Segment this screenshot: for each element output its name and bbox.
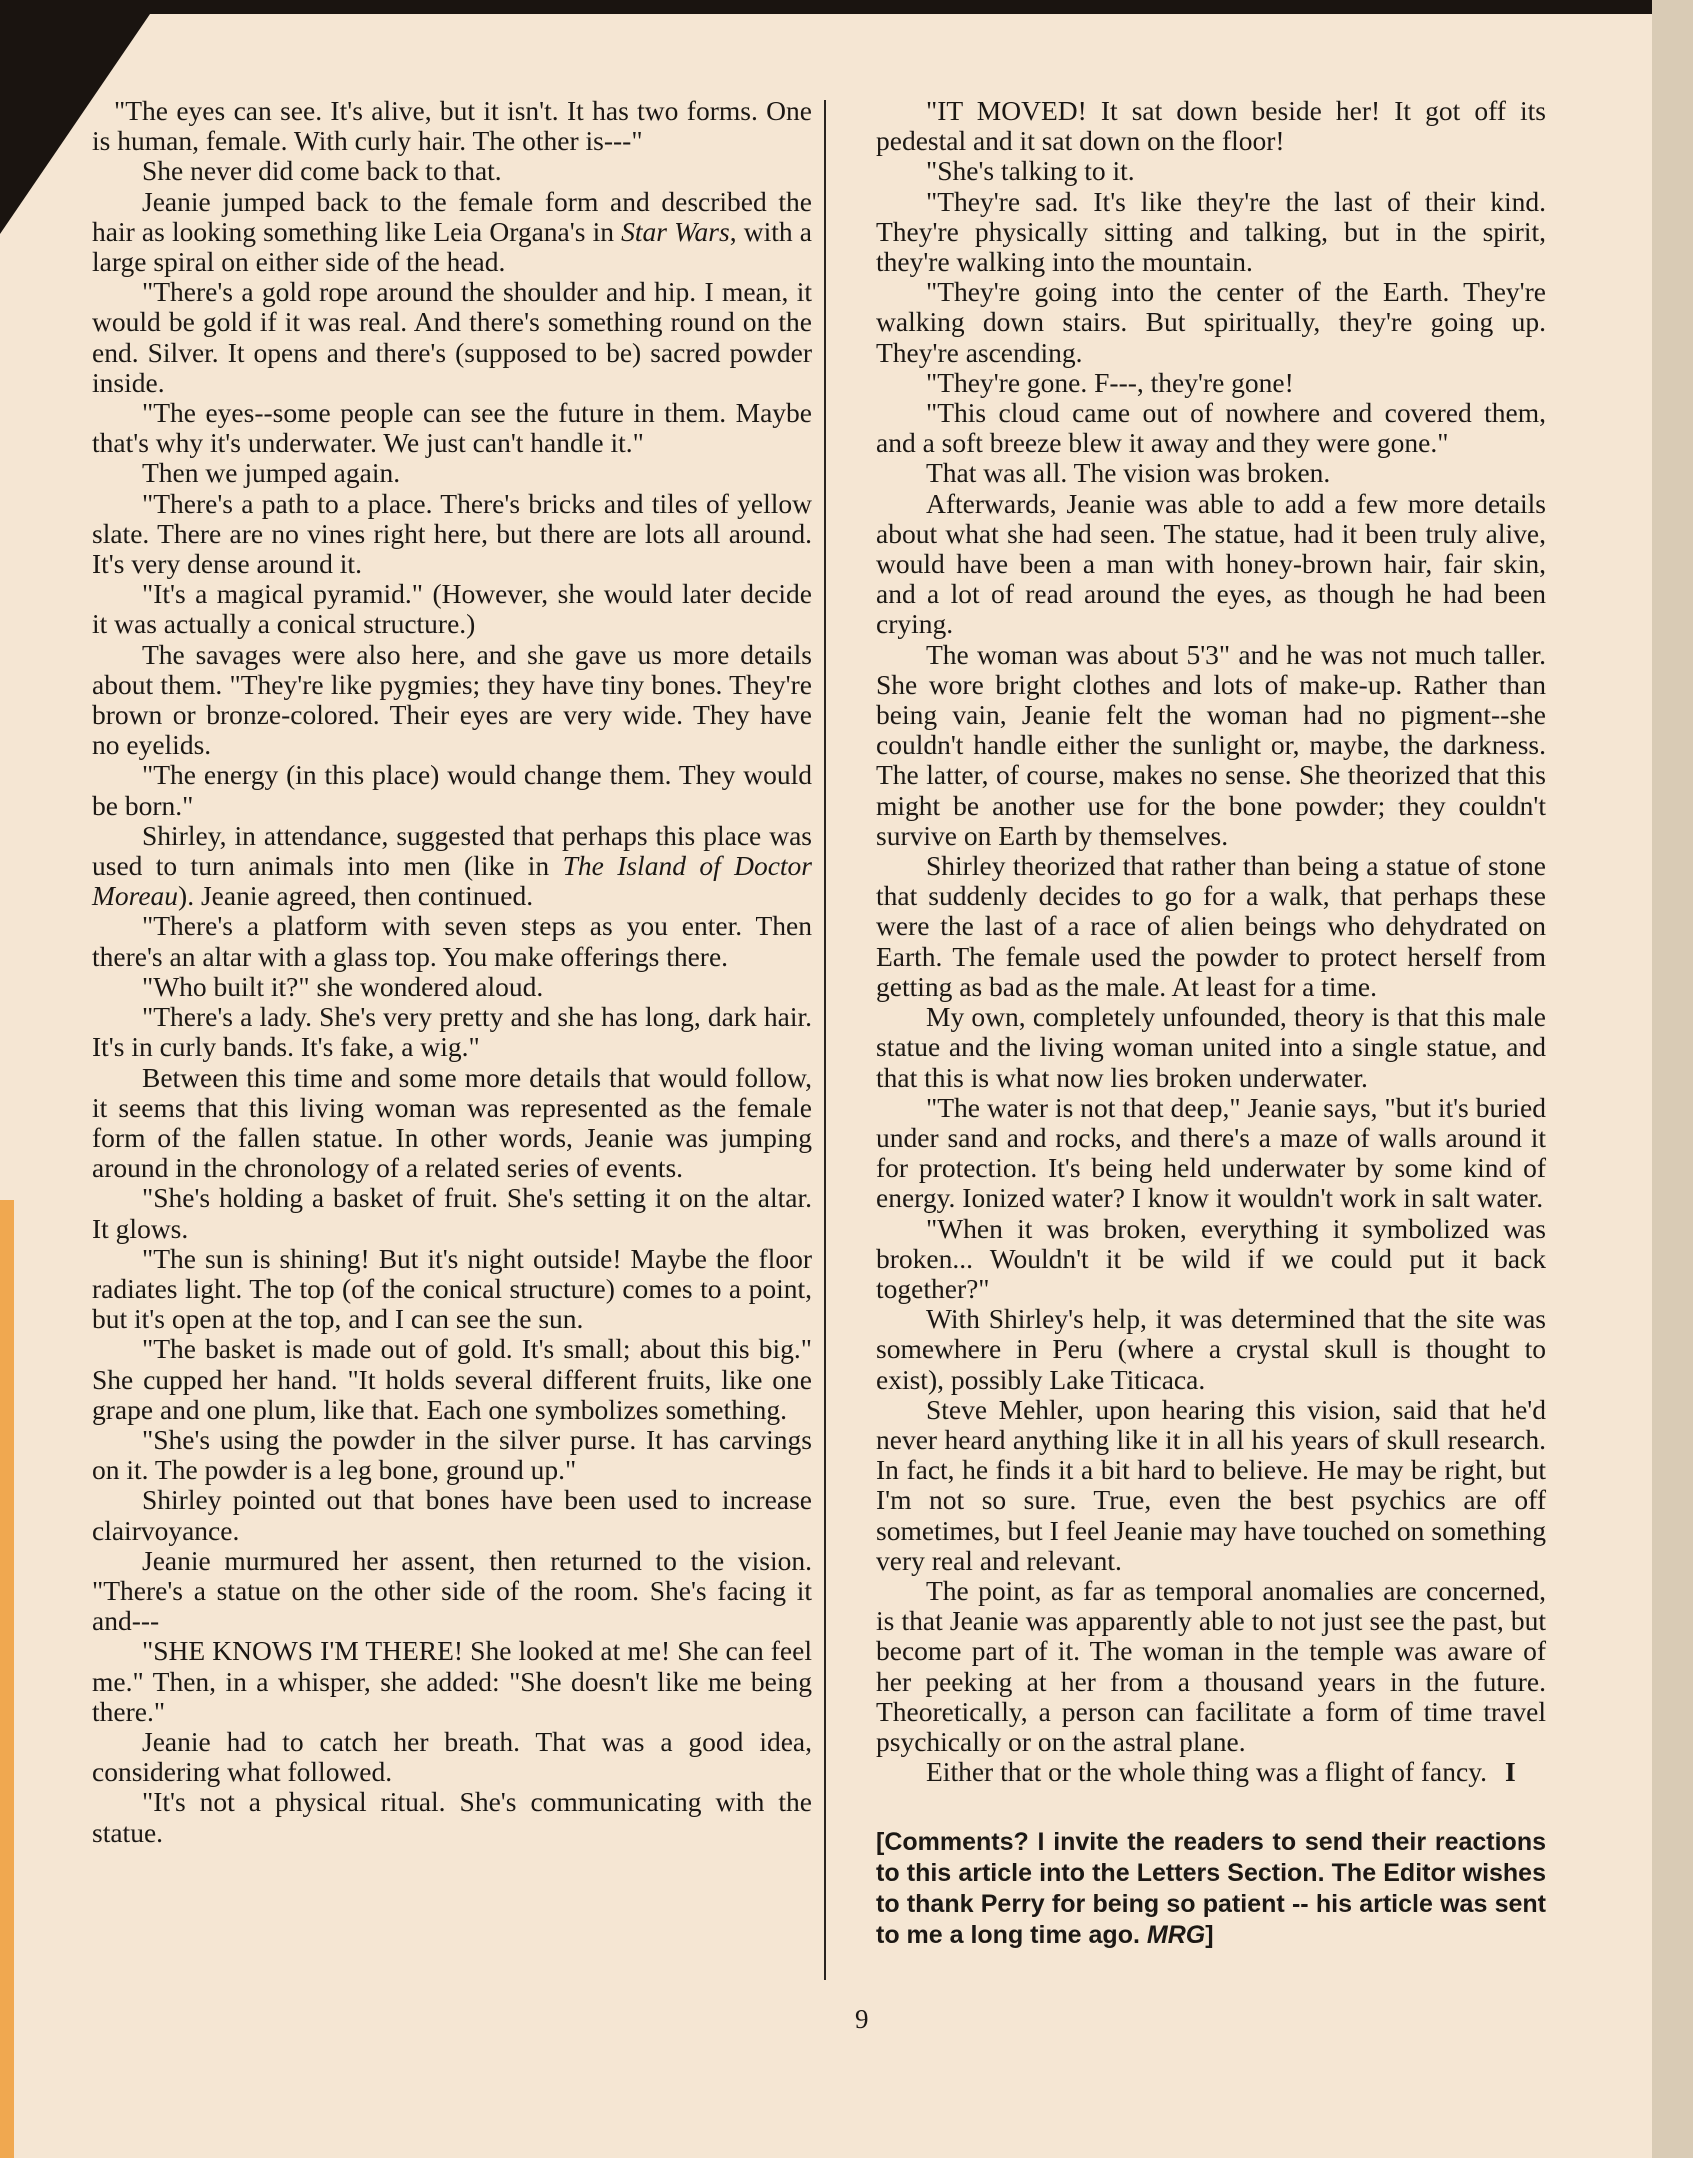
paragraph [876,96,1546,156]
text-run: "SHE KNOWS I'M THERE! She looked at me! She can feel me." Then, in a whisper, she added: "She doesn't like me being there." [92,1635,812,1727]
text-run: "The eyes can see. It's alive, but it isn't. It has two forms. One is human, female. With curly hair. The other is---" [92,95,812,157]
paragraph [92,1546,812,1637]
column-divider [824,100,826,1980]
text-run: "IT MOVED! It sat down beside her! It got off its pedestal and it sat down on the floor! [876,95,1546,157]
text-run: "The energy (in this place) would change them. They would be born." [92,759,812,821]
text-run: Either that or the whole thing was a flight of fancy. [926,1756,1488,1788]
text-run: Shirley pointed out that bones have been used to increase clairvoyance. [92,1484,812,1546]
paragraph [876,1304,1546,1395]
text-run: "The sun is shining! But it's night outside! Maybe the floor radiates light. The top (of the conical structure) comes to a point, but it's open at the top, and I can see the sun. [92,1242,812,1335]
paragraph [92,1183,812,1243]
text-run: "There's a platform with seven steps as you enter. Then there's an altar with a glass top. You make offerings there. [92,910,812,972]
page-number: 9 [855,2004,869,2034]
paragraph [92,821,812,912]
text-run: "There's a lady. She's very pretty and she has long, dark hair. It's in curly bands. It's fake, a wig." [92,1001,812,1063]
text-run: "There's a path to a place. There's bricks and tiles of yellow slate. There are no vines right here, but there are lots all around. It's very dense around it. [92,487,812,580]
italic-text: Star Wars [621,215,730,247]
italic-text: The Island of Doctor Moreau [92,850,812,912]
text-run: Steve Mehler, upon hearing this vision, said that he'd never heard anything like it in all his years of skull research. In fact, he finds it a bit hard to believe. He may be right, but I'm not so sure. True, even the best psychics are off sometimes, but I feel Jeanie may have touched on something very real and relevant. [876,1393,1546,1576]
paragraph [92,156,812,186]
text-run: "The eyes--some people can see the future in them. Maybe that's why it's underwater. We just can't handle it." [92,397,812,459]
text-run: With Shirley's help, it was determined that the site was somewhere in Peru (where a crystal skull is thought to exist), possibly Lake Titicaca. [876,1303,1546,1395]
paragraph [92,579,812,639]
text-run: [Comments? I invite the readers to send their reactions to this article into the Letters Section. The Editor wishes to thank Perry for being so patient -- his article was sent to me a long time ago. [876,1828,1546,1950]
text-run: "The basket is made out of gold. It's small; about this big." She cupped her hand. "It holds several different fruits, like one grape and one plum, like that. Each one symbolizes something. [92,1333,812,1425]
text-run: The savages were also here, and she gave us more details about them. "They're like pygmies; they have tiny bones. They're brown or bronze-colored. Their eyes are very wide. They have no eyelids. [92,638,812,761]
text-run: Jeanie had to catch her breath. That was a good idea, considering what followed. [92,1725,812,1788]
italic-text: MRG [1146,1921,1206,1950]
text-run: ). Jeanie agreed, then continued. [178,880,534,912]
text-run: "They're sad. It's like they're the last of their kind. They're physically sitting and talking, but in the spirit, they're walking into the mountain. [876,185,1546,278]
paragraph [92,1636,812,1727]
paragraph [876,640,1546,851]
text-run: Shirley theorized that rather than being a statue of stone that suddenly decides to go for a walk, that perhaps these were the last of a race of alien beings who dehydrated on Earth. The female used the powder to protect herself from getting as bad as the male. At least for a time. [876,850,1546,1002]
end-mark: I [1505,1756,1516,1788]
paragraph [876,1093,1546,1214]
text-run: Between this time and some more details that would follow, it seems that this living woman was represented as the female form of the fallen statue. In other words, Jeanie was jumping around in the chronology of a related series of events. [92,1061,812,1184]
paragraph [876,398,1546,458]
text-run: Shirley, in attendance, suggested that perhaps this place was used to turn animals into men (like in [92,819,812,882]
text-run: Then we jumped again. [142,457,401,489]
text-run: The woman was about 5'3" and he was not much taller. She wore bright clothes and lots of make-up. Rather than being vain, Jeanie felt the woman had no pigment--she couldn't handle either the sunlight or, maybe, the darkness. The latter, of course, makes no sense. She theorized that this might be another use for the bone powder; they couldn't survive on Earth by themselves. [876,638,1546,851]
paragraph [92,972,812,1002]
text-run: "It's a magical pyramid." (However, she would later decide it was actually a conical structure.) [92,578,812,640]
text-run: The point, as far as temporal anomalies are concerned, is that Jeanie was apparently able to not just see the past, but become part of it. The woman in the temple was aware of her peeking at her from a thousand years in the future. Theoretically, a person can facilitate a form of time travel psychically or on the astral plane. [876,1574,1546,1757]
text-run: "She's holding a basket of fruit. She's setting it on the altar. It glows. [92,1182,812,1244]
text-run: "There's a gold rope around the shoulder and hip. I mean, it would be gold if it was real. And there's something round on the end. Silver. It opens and there's (supposed to be) sacred powder inside. [92,276,812,398]
text-run: , with a large spiral on either side of the head. [92,215,812,278]
paragraph [876,368,1546,398]
text-run: "They're gone. F---, they're gone! [926,366,1294,398]
paragraph [92,1485,812,1545]
text-run: My own, completely unfounded, theory is that this male statue and the living woman united into a single statue, and that this is what now lies broken underwater. [876,1001,1546,1093]
paragraph [876,458,1546,488]
text-run: ] [1205,1921,1214,1950]
paragraph [876,187,1546,278]
paragraph [92,1425,812,1485]
paragraph [92,277,812,398]
paragraph [876,851,1546,1002]
paragraph [876,156,1546,186]
editor-comment [876,1827,1546,1951]
paragraph [92,1334,812,1425]
text-run: "She's talking to it. [926,155,1135,187]
paragraph [92,1063,812,1184]
paragraph [92,458,812,488]
text-run: That was all. The vision was broken. [926,457,1331,489]
paragraph [92,1787,812,1847]
paragraph [92,1002,812,1062]
paragraph [92,911,812,971]
paragraph [876,1576,1546,1757]
paragraph [876,489,1546,640]
paragraph [92,489,812,580]
text-run: "It's not a physical ritual. She's communicating with the statue. [92,1786,812,1848]
text-run: Jeanie jumped back to the female form and described the hair as looking something like Leia Organa's in [92,185,812,247]
paragraph [876,1757,1546,1787]
text-run: Afterwards, Jeanie was able to add a few more details about what she had seen. The statue, had it been truly alive, would have been a man with honey-brown hair, fair skin, and a lot of read around the eyes, as though he had been crying. [876,487,1546,640]
paragraph [876,1214,1546,1305]
paragraph [92,1727,812,1787]
page-stack-edge [1652,0,1693,2158]
text-run: "Who built it?" she wondered aloud. [142,970,544,1002]
text-run: "This cloud came out of nowhere and covered them, and a soft breeze blew it away and they were gone." [876,397,1546,459]
left-column [92,96,812,1848]
paragraph [92,96,812,156]
paragraph [92,187,812,278]
text-run: Jeanie murmured her assent, then returned to the vision. "There's a statue on the other side of the room. She's facing it and--- [92,1544,812,1637]
paragraph [876,1002,1546,1093]
text-run: "They're going into the center of the Earth. They're walking down stairs. But spiritually, they're going up. They're ascending. [876,276,1546,368]
paragraph [876,1395,1546,1576]
paragraph [876,277,1546,368]
cover-edge [0,1200,14,2158]
paragraph [92,640,812,761]
text-run: "When it was broken, everything it symbolized was broken... Wouldn't it be wild if we could put it back together?" [876,1212,1546,1304]
text-run: "She's using the powder in the silver purse. It has carvings on it. The powder is a leg bone, ground up." [92,1423,812,1486]
text-run: She never did come back to that. [142,155,502,187]
paragraph [92,760,812,820]
text-run: "The water is not that deep," Jeanie says, "but it's buried under sand and rocks, and there's a maze of walls around it for protection. It's being held underwater by some kind of energy. Ionized water? I know it wouldn't work in salt water. [876,1091,1546,1214]
paragraph [92,1244,812,1335]
paragraph [92,398,812,458]
right-column [876,96,1546,1951]
